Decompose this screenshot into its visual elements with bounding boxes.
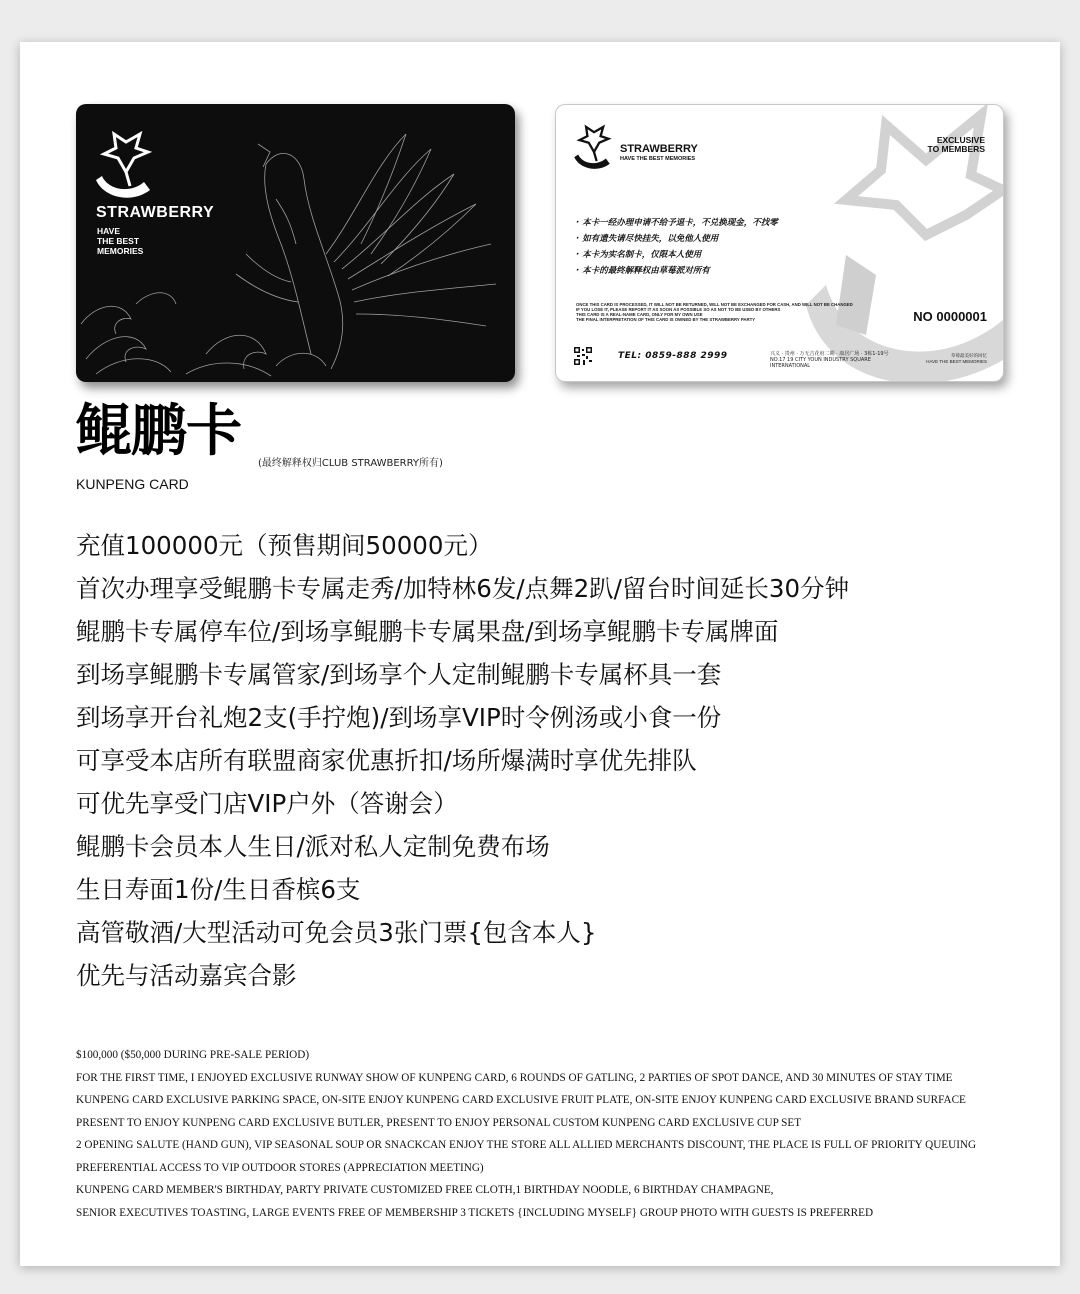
card-rule: · 本卡为实名制卡，仅限本人使用	[576, 250, 702, 260]
english-benefit-item: KUNPENG CARD MEMBER'S BIRTHDAY, PARTY PRIVATE CUSTOMIZED FREE CLOTH,1 BIRTHDAY NOODLE, 6 BIRTHDAY CHAMPAGNE,	[76, 1184, 774, 1196]
fine-print-line: IF YOU LOSE IT, PLEASE REPORT IT AS SOON AS POSSIBLE SO AS NOT TO BE USED BY OTHERS	[576, 307, 781, 312]
english-benefit-item: 2 OPENING SALUTE (HAND GUN), VIP SEASONAL SOUP OR SNACKCAN ENJOY THE STORE ALL ALLIED MERCHANTS DISCOUNT, THE PLACE IS FULL OF PRIORITY QUEUING	[76, 1139, 977, 1151]
front-tagline-line: THE BEST	[97, 236, 140, 246]
benefits-list	[76, 524, 849, 997]
card-back	[555, 104, 1004, 382]
benefit-item: 鲲鹏卡专属停车位/到场享鲲鹏卡专属果盘/到场享鲲鹏卡专属牌面	[76, 617, 779, 646]
card-subtitle: KUNPENG CARD	[76, 476, 189, 492]
card-rule: · 本卡的最终解释权由草莓派对所有	[576, 266, 710, 276]
english-benefit-item: $100,000 ($50,000 DURING PRE-SALE PERIOD)	[76, 1049, 310, 1061]
card-fine-print	[576, 302, 896, 322]
front-tagline-line: HAVE	[97, 226, 120, 236]
front-tagline	[97, 226, 157, 256]
address-line: NO.17 19 CITY YOUN INDUSTRY SQUARE INTERNATIONAL	[770, 357, 871, 369]
strawberry-logo-icon	[574, 123, 614, 169]
english-benefit-item: SENIOR EXECUTIVES TOASTING, LARGE EVENTS FREE OF MEMBERSHIP 3 TICKETS {INCLUDING MYSELF} GROUP PHOTO WITH GUESTS IS PREFERRED	[76, 1206, 874, 1219]
slogan-line: 草莓最美好的回忆	[951, 353, 987, 358]
fine-print-line: ONCE THIS CARD IS PROCESSED, IT WILL NOT BE RETURNED, WILL NOT BE EXCHANGED FOR CASH, AND WILL NOT BE CHANGED	[576, 302, 853, 307]
exclusive-line: TO MEMBERS	[927, 144, 985, 154]
exclusive-label	[885, 136, 985, 154]
strawberry-logo-icon	[96, 128, 156, 198]
fine-print-line: THE FINAL INTERPRETATION OF THIS CARD IS OWNED BY THE STRAWBERRY PARTY	[576, 317, 756, 322]
card-rules-list	[576, 215, 778, 279]
benefit-item: 可优先享受门店VIP户外（答谢会）	[76, 789, 458, 818]
benefit-item: 优先与活动嘉宾合影	[76, 961, 297, 990]
benefit-item: 高管敬酒/大型活动可免会员3张门票{包含本人}	[76, 918, 597, 947]
card-title: 鲲鹏卡	[76, 399, 241, 464]
card-front	[76, 104, 515, 382]
benefit-item: 可享受本店所有联盟商家优惠折扣/场所爆满时享优先排队	[76, 746, 697, 775]
venue-address	[770, 351, 900, 369]
front-brand-name: STRAWBERRY	[96, 204, 215, 221]
english-benefits-list	[76, 1044, 976, 1224]
exclusive-line: EXCLUSIVE	[936, 135, 985, 145]
english-benefit-item: PRESENT TO ENJOY KUNPENG CARD EXCLUSIVE BUTLER, PRESENT TO ENJOY PERSONAL CUSTOM KUNPENG CARD EXCLUSIVE CUP SET	[76, 1116, 802, 1129]
benefit-item: 首次办理享受鲲鹏卡专属走秀/加特林6发/点舞2趴/留台时间延长30分钟	[76, 574, 850, 603]
card-slogan	[897, 353, 987, 364]
english-benefit-item: FOR THE FIRST TIME, I ENJOYED EXCLUSIVE RUNWAY SHOW OF KUNPENG CARD, 6 ROUNDS OF GATLING, 2 PARTIES OF SPOT DANCE, AND 30 MINUTES OF STAY TIME	[76, 1071, 953, 1084]
benefit-item: 鲲鹏卡会员本人生日/派对私人定制免费布场	[76, 832, 550, 861]
english-benefit-item: KUNPENG CARD EXCLUSIVE PARKING SPACE, ON-SITE ENJOY KUNPENG CARD EXCLUSIVE FRUIT PLATE, ON-SITE ENJOY KUNPENG CARD EXCLUSIVE BRAND SURFACE	[76, 1094, 966, 1106]
slogan-line: HAVE THE BEST MEMORIES	[926, 358, 987, 364]
benefit-item: 生日寿面1份/生日香槟6支	[76, 875, 361, 904]
title-note: (最终解释权归CLUB STRAWBERRY所有)	[258, 458, 443, 469]
back-brand-name: STRAWBERRY	[620, 143, 698, 155]
address-line: 兴义 · 贵州 · 万无吉花府二期 · 康居广场 · 3栋1-19号	[770, 351, 889, 357]
document-sheet	[20, 42, 1060, 1266]
card-rule: · 如有遗失请尽快挂失，以免他人使用	[576, 234, 719, 244]
telephone-number: TEL: 0859-888 2999	[618, 351, 728, 361]
benefit-item: 到场享开台礼炮2支(手拧炮)/到场享VIP时令例汤或小食一份	[76, 703, 722, 732]
fine-print-line: THIS CARD IS A REAL-NAME CARD, ONLY FOR MY OWN USE	[576, 312, 703, 317]
benefit-item: 充值100000元（预售期间50000元）	[76, 531, 493, 560]
back-tagline: HAVE THE BEST MEMORIES	[620, 156, 696, 162]
english-benefit-item: PREFERENTIAL ACCESS TO VIP OUTDOOR STORES (APPRECIATION MEETING)	[76, 1161, 484, 1174]
front-tagline-line: MEMORIES	[97, 246, 144, 256]
card-rule: · 本卡一经办理申请不给予退卡，不兑换现金，不找零	[576, 218, 778, 228]
card-number: NO 0000001	[913, 309, 987, 324]
benefit-item: 到场享鲲鹏卡专属管家/到场享个人定制鲲鹏卡专属杯具一套	[76, 660, 722, 689]
qr-code-icon	[574, 347, 592, 365]
